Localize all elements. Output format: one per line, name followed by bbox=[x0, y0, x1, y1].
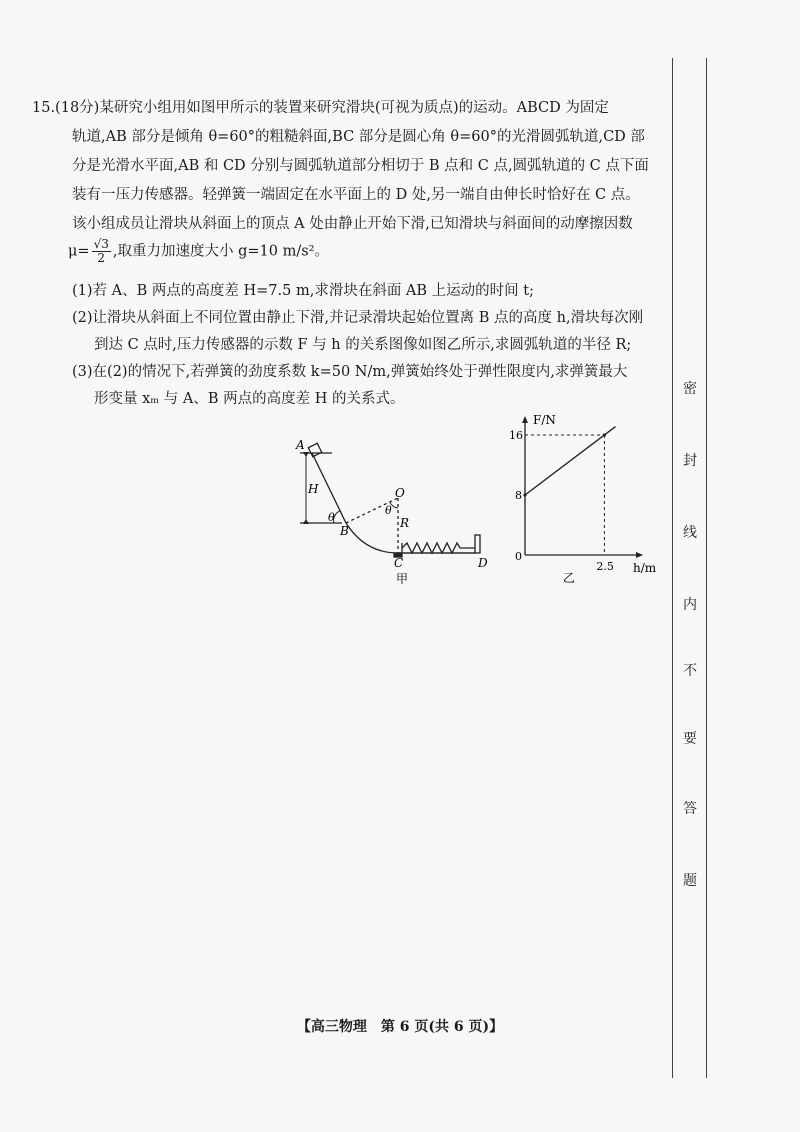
spring bbox=[402, 543, 475, 553]
y-axis-arrow bbox=[522, 416, 528, 423]
label-a: A bbox=[296, 438, 305, 452]
data-point-start bbox=[523, 493, 526, 496]
question-line-4: 装有一压力传感器。轻弹簧一端固定在水平面上的 D 处,另一端自由伸长时恰好在 C 点。 bbox=[72, 187, 640, 203]
label-theta-1: θ bbox=[328, 511, 335, 524]
binding-notice-char: 密 bbox=[683, 381, 697, 397]
binding-notice-char: 线 bbox=[683, 525, 697, 541]
x-tick-2-5: 2.5 bbox=[596, 560, 614, 573]
part-2-line-1: (2)让滑块从斜面上不同位置由静止下滑,并记录滑块起始位置离 B 点的高度 h,滑块每次刚 bbox=[72, 310, 644, 326]
part-3-line-2: 形变量 xₘ 与 A、B 两点的高度差 H 的关系式。 bbox=[94, 391, 405, 407]
y-tick-16: 16 bbox=[509, 429, 523, 442]
binding-line-right bbox=[706, 58, 707, 1078]
y-tick-8: 8 bbox=[515, 489, 522, 502]
binding-line-left bbox=[672, 58, 673, 1078]
binding-notice-char: 封 bbox=[683, 453, 697, 469]
data-point-end bbox=[603, 433, 606, 436]
spring-wall-d bbox=[475, 535, 480, 553]
mu-fraction bbox=[92, 238, 111, 265]
caption-yi: 乙 bbox=[563, 571, 576, 585]
slider-block bbox=[308, 443, 321, 456]
label-theta-2: θ bbox=[385, 504, 392, 517]
mu-expression bbox=[68, 238, 329, 265]
label-b: B bbox=[340, 524, 349, 538]
origin-label: 0 bbox=[515, 550, 522, 563]
binding-notice-char: 不 bbox=[683, 663, 697, 679]
label-o: O bbox=[395, 486, 405, 500]
binding-notice-char: 题 bbox=[683, 873, 697, 889]
binding-notice-char: 答 bbox=[683, 801, 697, 817]
mu-suffix: ,取重力加速度大小 g=10 m/s²。 bbox=[112, 243, 329, 260]
track-abcd bbox=[312, 453, 475, 553]
part-1: (1)若 A、B 两点的高度差 H=7.5 m,求滑块在斜面 AB 上运动的时间 t; bbox=[72, 283, 534, 299]
label-h: H bbox=[308, 482, 319, 496]
label-d: D bbox=[478, 556, 488, 570]
page-footer: 【高三物理 第 6 页(共 6 页)】 bbox=[296, 1019, 504, 1035]
f-h-line bbox=[525, 427, 616, 495]
figure-yi-graph bbox=[505, 410, 665, 585]
question-line-3: 分是光滑水平面,AB 和 CD 分别与圆弧轨道部分相切于 B 点和 C 点,圆弧轨道的 C 点下面 bbox=[72, 158, 649, 174]
mu-numerator: √3 bbox=[93, 237, 109, 251]
part-2-line-2: 到达 C 点时,压力传感器的示数 F 与 h 的关系图像如图乙所示,求圆弧轨道的半径 R; bbox=[94, 337, 632, 353]
binding-notice-char: 内 bbox=[683, 597, 697, 613]
label-c: C bbox=[394, 556, 404, 570]
question-line-2: 轨道,AB 部分是倾角 θ=60°的粗糙斜面,BC 部分是圆心角 θ=60°的光滑圆弧轨道,CD 部 bbox=[72, 129, 645, 145]
mu-prefix: μ= bbox=[68, 243, 90, 260]
y-axis-label: F/N bbox=[533, 413, 556, 427]
question-line-1: 15.(18分)某研究小组用如图甲所示的装置来研究滑块(可视为质点)的运动。ABCD 为固定 bbox=[32, 100, 609, 116]
plot-area bbox=[523, 427, 615, 555]
part-3-line-1: (3)在(2)的情况下,若弹簧的劲度系数 k=50 N/m,弹簧始终处于弹性限度内,求弹簧最大 bbox=[72, 364, 628, 380]
figure-jia bbox=[290, 435, 500, 595]
mu-denominator: 2 bbox=[97, 251, 106, 265]
binding-notice-char: 要 bbox=[683, 731, 697, 747]
label-r: R bbox=[400, 516, 410, 530]
caption-jia: 甲 bbox=[396, 572, 409, 586]
x-axis-arrow bbox=[636, 552, 643, 558]
x-axis-label: h/m bbox=[633, 561, 657, 575]
question-line-5: 该小组成员让滑块从斜面上的顶点 A 处由静止开始下滑,已知滑块与斜面间的动摩擦因数 bbox=[72, 216, 633, 232]
